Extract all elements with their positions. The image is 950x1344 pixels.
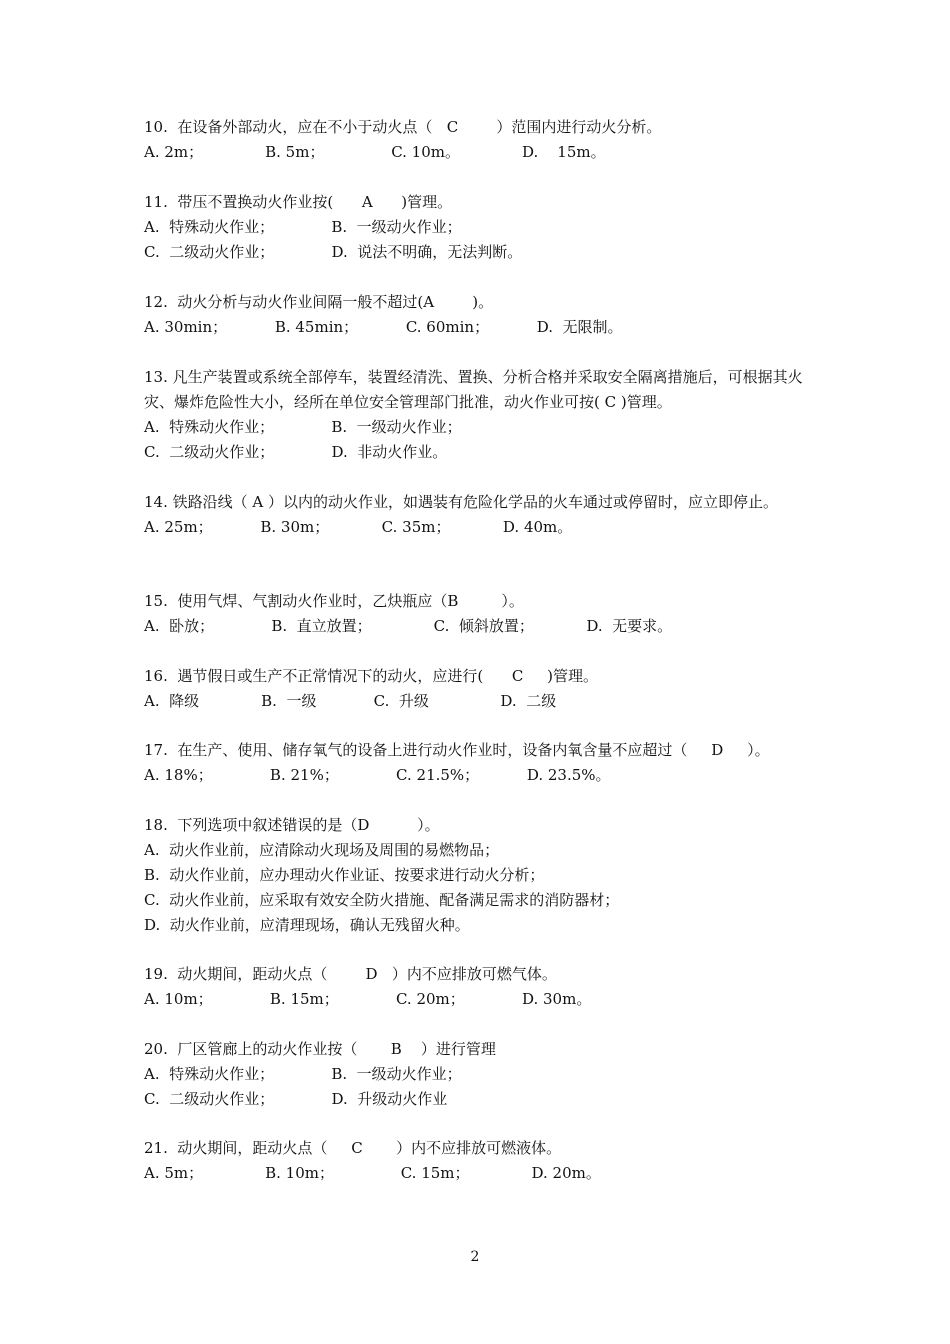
question-21 <box>144 1136 814 1186</box>
question-options: A. 10m； B. 15m； C. 20m； D. 30m。 <box>144 990 592 1008</box>
question-stem: 13. 凡生产装置或系统全部停车，装置经清洗、置换、分析合格并采取安全隔离措施后，可根据其火灾、爆炸危险性大小，经所在单位安全管理部门批准，动火作业可按( C )管理。 <box>144 368 803 411</box>
question-stem: 19. 动火期间，距动火点（ D ）内不应排放可燃气体。 <box>144 965 557 983</box>
question-options: A. 特殊动火作业； B. 一级动火作业； <box>144 218 462 236</box>
question-options: A. 特殊动火作业； B. 一级动火作业； <box>144 418 462 436</box>
question-12 <box>144 290 814 340</box>
question-options: A. 30min； B. 45min； C. 60min； D. 无限制。 <box>144 318 623 336</box>
question-options: D. 动火作业前，应清理现场，确认无残留火种。 <box>144 916 470 934</box>
question-options: A. 卧放； B. 直立放置； C. 倾斜放置； D. 无要求。 <box>144 617 673 635</box>
question-10 <box>144 115 814 165</box>
question-options: C. 动火作业前，应采取有效安全防火措施、配备满足需求的消防器材； <box>144 891 620 909</box>
question-stem: 21. 动火期间，距动火点（ C ）内不应排放可燃液体。 <box>144 1139 562 1157</box>
question-stem: 18. 下列选项中叙述错误的是（D ）。 <box>144 816 440 834</box>
question-options: A. 特殊动火作业； B. 一级动火作业； <box>144 1065 462 1083</box>
question-options: A. 18%； B. 21%； C. 21.5%； D. 23.5%。 <box>144 766 611 784</box>
question-options: B. 动火作业前，应办理动火作业证、按要求进行动火分析； <box>144 866 545 884</box>
question-stem: 15. 使用气焊、气割动火作业时，乙炔瓶应（B ）。 <box>144 592 524 610</box>
question-17 <box>144 738 814 788</box>
question-options: A. 2m； B. 5m； C. 10m。 D. 15m。 <box>144 143 606 161</box>
question-options: C. 二级动火作业； D. 非动火作业。 <box>144 443 448 461</box>
question-options: A. 5m； B. 10m； C. 15m； D. 20m。 <box>144 1164 601 1182</box>
question-options: A. 动火作业前，应清除动火现场及周围的易燃物品； <box>144 841 500 859</box>
question-stem: 14. 铁路沿线（ A ）以内的动火作业，如遇装有危险化学品的火车通过或停留时，应立即停止。 <box>144 493 778 511</box>
question-options: A. 25m； B. 30m； C. 35m； D. 40m。 <box>144 518 573 536</box>
question-options: C. 二级动火作业； D. 升级动火作业 <box>144 1090 448 1108</box>
question-16 <box>144 664 814 714</box>
question-20 <box>144 1037 814 1112</box>
question-options: C. 二级动火作业； D. 说法不明确，无法判断。 <box>144 243 523 261</box>
question-18 <box>144 813 814 938</box>
question-19 <box>144 962 814 1012</box>
question-13 <box>144 365 814 465</box>
question-stem: 16. 遇节假日或生产不正常情况下的动火，应进行( C )管理。 <box>144 667 599 685</box>
question-stem: 12. 动火分析与动火作业间隔一般不超过(A )。 <box>144 293 494 311</box>
question-stem: 10. 在设备外部动火，应在不小于动火点（ C ）范围内进行动火分析。 <box>144 118 662 136</box>
question-11 <box>144 190 814 265</box>
question-stem: 20. 厂区管廊上的动火作业按（ B ）进行管理 <box>144 1040 496 1058</box>
question-14 <box>144 490 814 540</box>
question-options: A. 降级 B. 一级 C. 升级 D. 二级 <box>144 692 557 710</box>
page-number: 2 <box>470 1249 480 1265</box>
question-stem: 17. 在生产、使用、储存氧气的设备上进行动火作业时，设备内氧含量不应超过（ D ）。 <box>144 741 770 759</box>
question-stem: 11. 带压不置换动火作业按( A )管理。 <box>144 193 453 211</box>
question-15 <box>144 589 814 639</box>
